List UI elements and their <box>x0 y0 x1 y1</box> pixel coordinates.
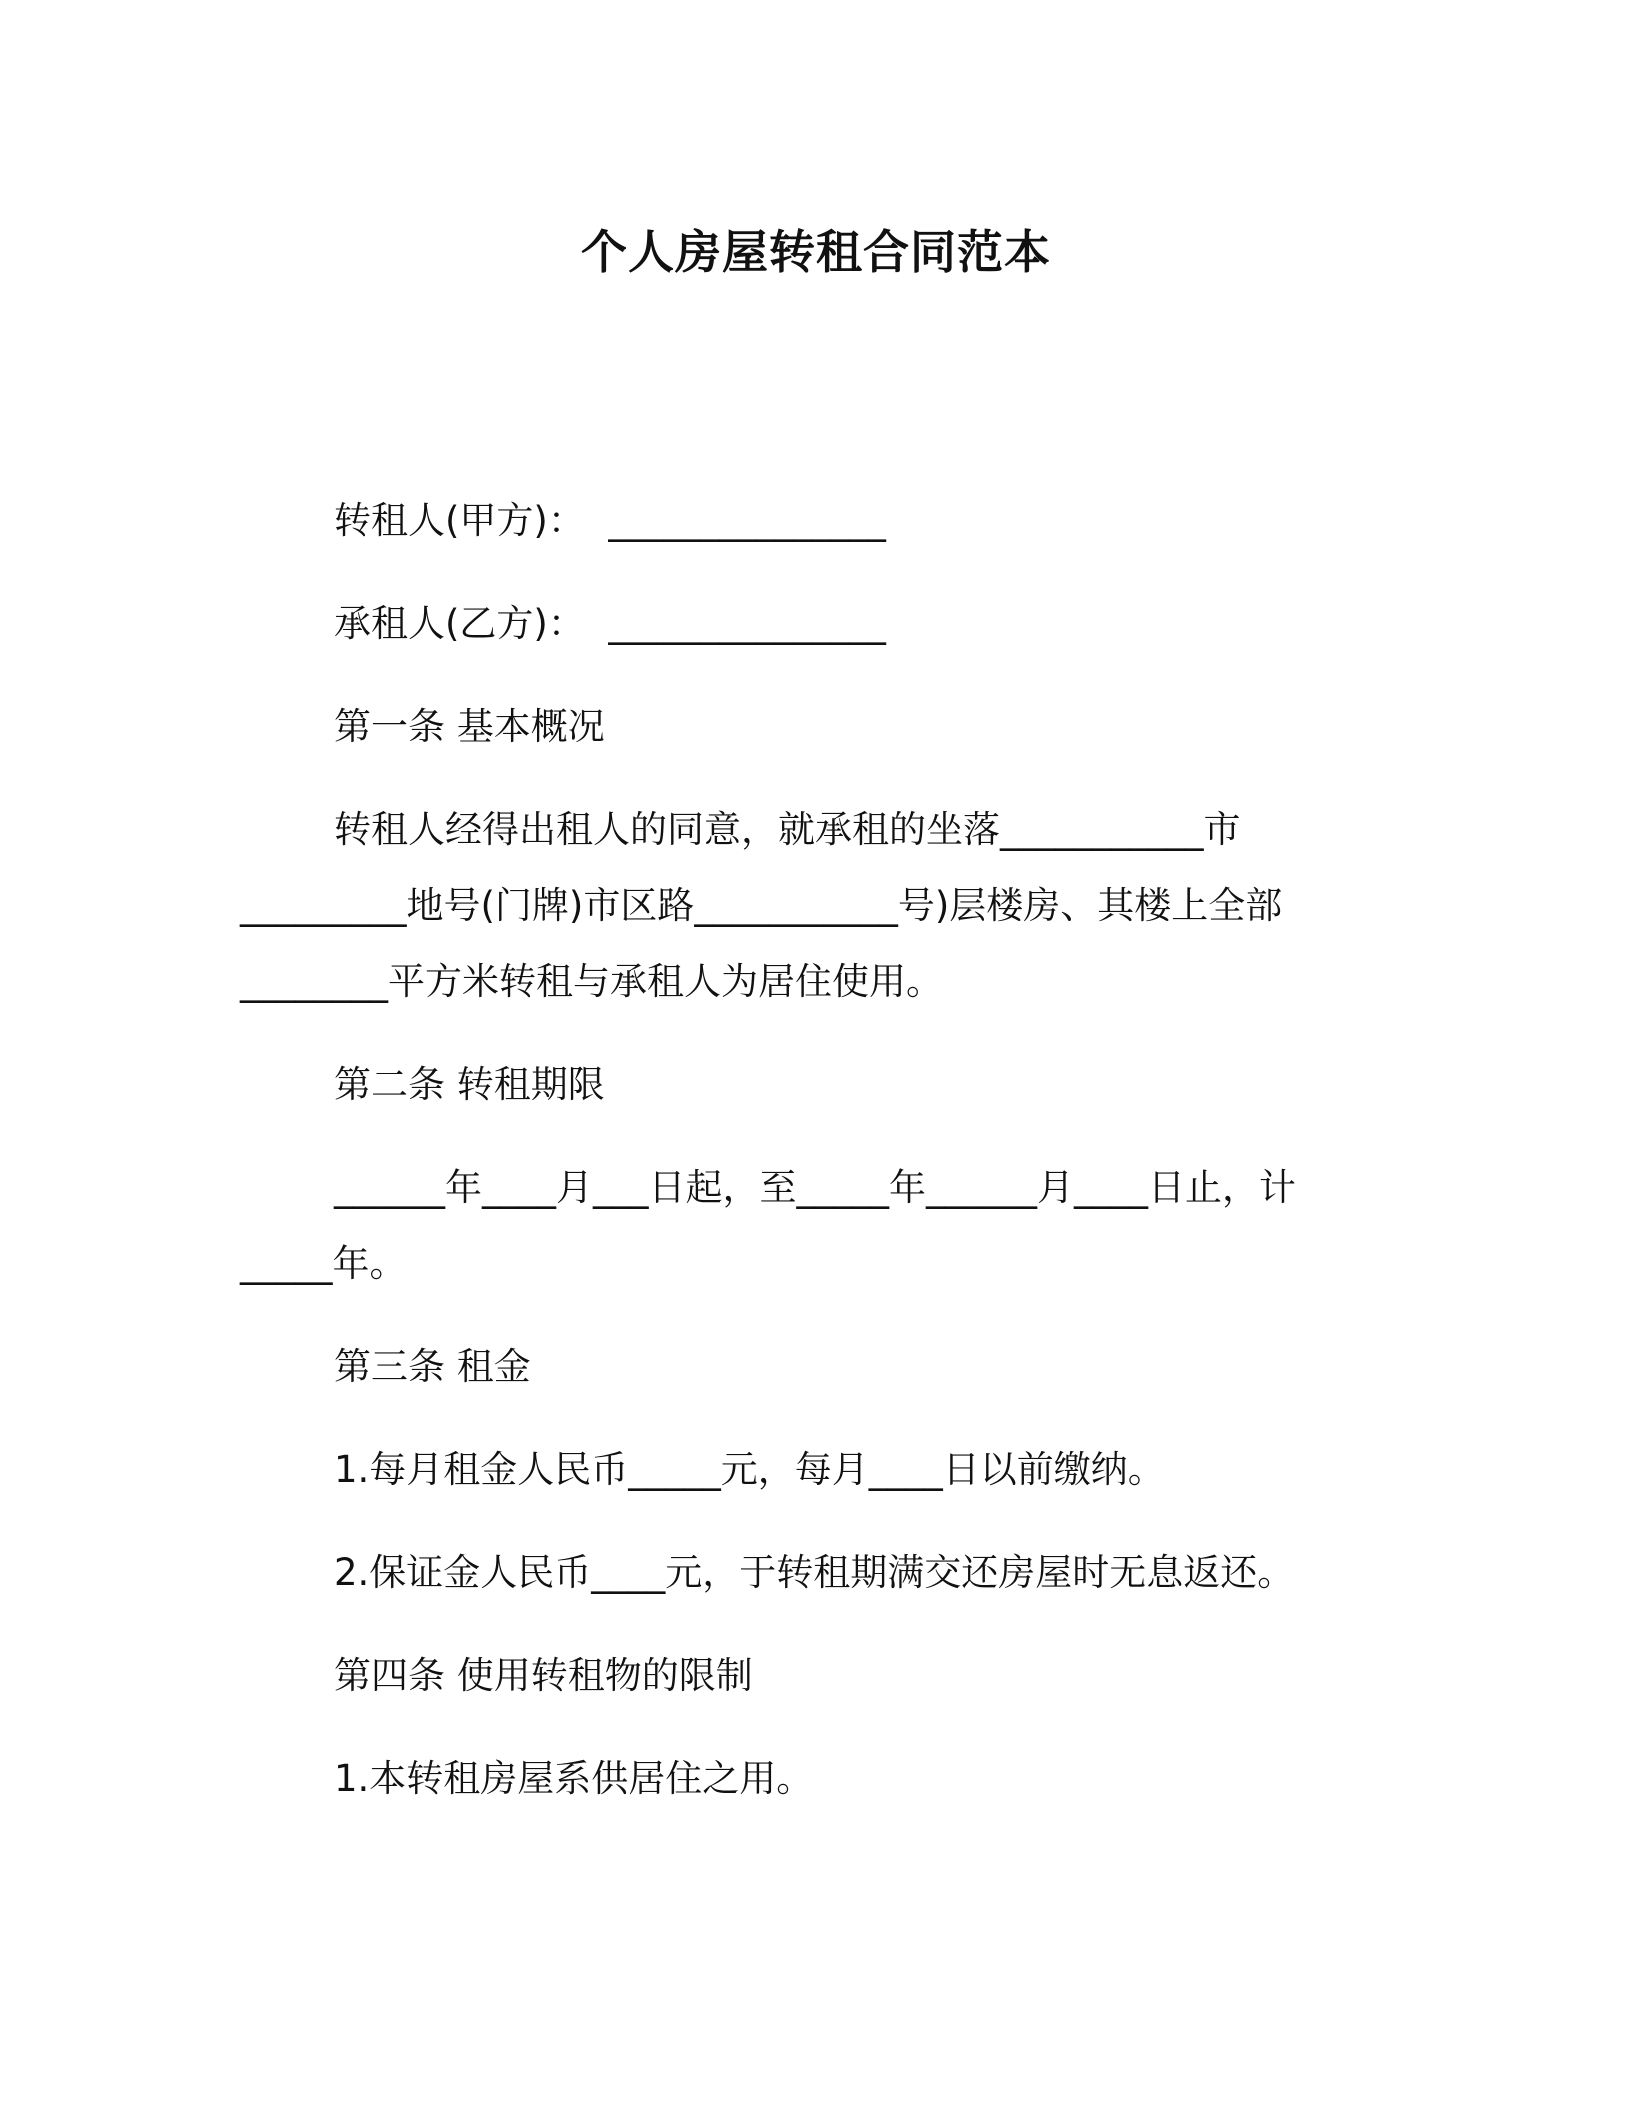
article-1-text-line-3: ________平方米转租与承租人为居住使用。 <box>240 960 943 1003</box>
party-a-line: 转租人(甲方)： _______________ <box>334 499 886 542</box>
article-2-text-line-1: ______年____月___日起，至_____年______月____日止，计 <box>334 1166 1296 1209</box>
article-1-heading: 第一条 基本概况 <box>334 705 605 748</box>
article-3-item-2: 2.保证金人民币____元，于转租期满交还房屋时无息返还。 <box>334 1551 1295 1594</box>
article-1-text-line-2: _________地号(门牌)市区路___________号)层楼房、其楼上全部 <box>240 884 1283 927</box>
document-title: 个人房屋转租合同范本 <box>581 225 1051 279</box>
article-2-text-line-2: _____年。 <box>240 1242 407 1285</box>
article-1-text-line-1: 转租人经得出租人的同意，就承租的坐落___________市 <box>334 808 1241 851</box>
article-4-item-1: 1.本转租房屋系供居住之用。 <box>334 1757 814 1800</box>
article-2-heading: 第二条 转租期限 <box>334 1063 605 1106</box>
article-4-heading: 第四条 使用转租物的限制 <box>334 1654 753 1697</box>
party-b-line: 承租人(乙方)： _______________ <box>334 602 886 645</box>
article-3-item-1: 1.每月租金人民币_____元，每月____日以前缴纳。 <box>334 1448 1165 1491</box>
article-3-heading: 第三条 租金 <box>334 1345 531 1388</box>
